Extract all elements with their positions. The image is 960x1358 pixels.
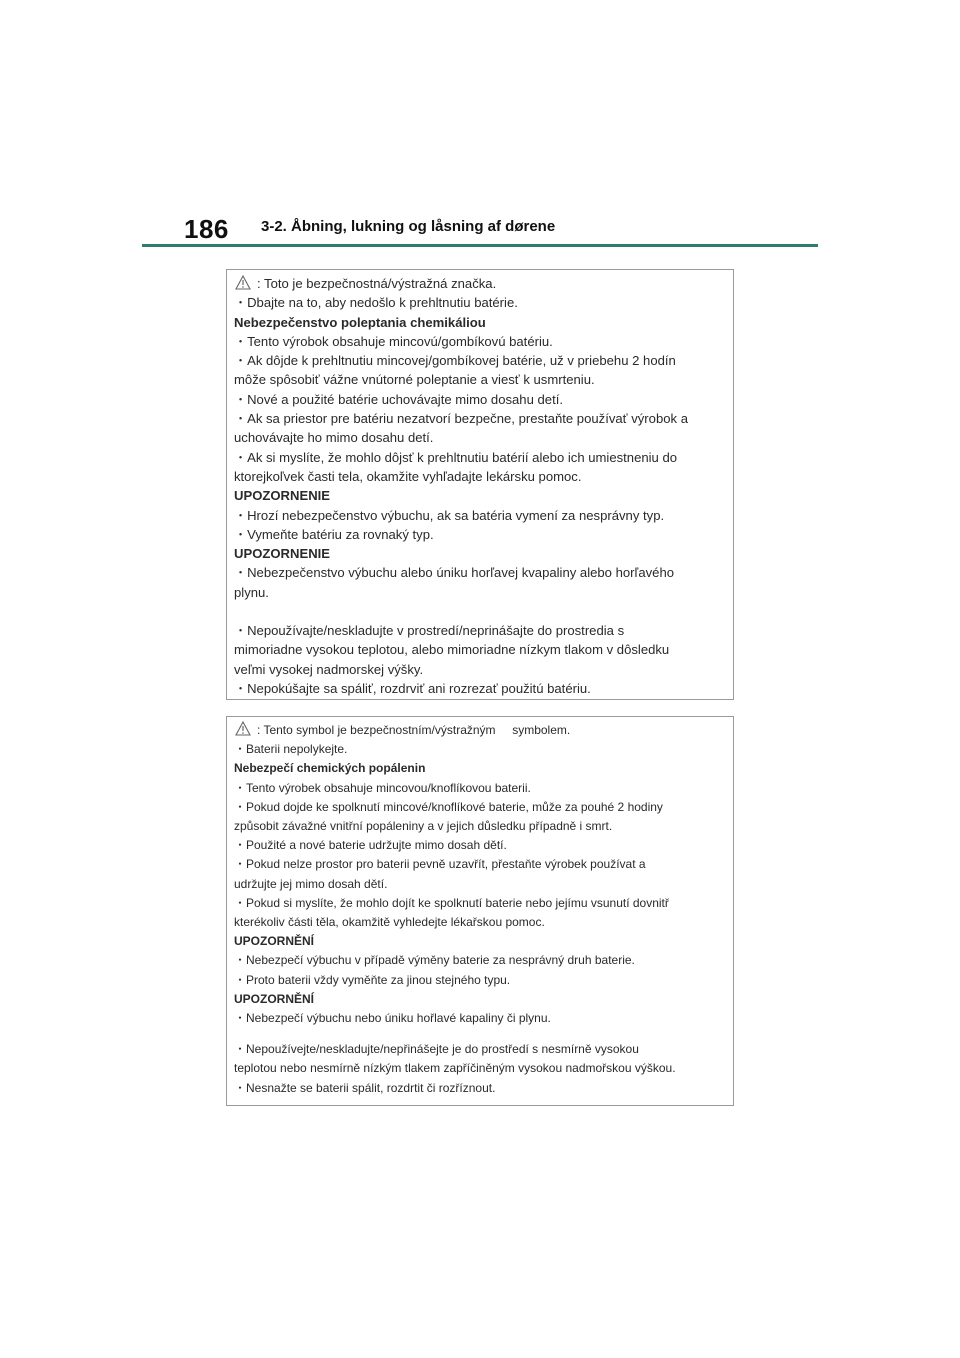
warning-intro <box>234 721 733 740</box>
text-line: udržujte jej mimo dosah dětí. <box>234 876 388 891</box>
text-line: ・Nesnažte se baterii spálit, rozdrtit či rozříznout. <box>234 1080 496 1095</box>
warning-triangle-icon <box>235 275 251 290</box>
text-line: ・Nebezpečí výbuchu nebo úniku hořlavé kapaliny či plynu. <box>234 1011 551 1026</box>
heading-line: UPOZORNENIE <box>234 546 331 562</box>
text-line: ・Pokud si myslíte, že mohlo dojít ke spolknutí baterie nebo jejímu vsunutí dovnitř <box>234 895 669 910</box>
text-line: uchovávajte ho mimo dosahu detí. <box>234 430 434 446</box>
text-line: ・Ak si myslíte, že mohlo dôjsť k prehltnutiu batérií alebo ich umiestneniu do <box>234 449 678 465</box>
text-line: ・Nepoužívejte/neskladujte/nepřinášejte je do prostředí s nesmírně vysokou <box>234 1042 639 1057</box>
heading-line: UPOZORNENIE <box>234 488 331 504</box>
page-number: 186 <box>184 214 229 244</box>
text-line: ・Použité a nové baterie udržujte mimo dosah dětí. <box>234 838 507 853</box>
spacer <box>234 1028 733 1040</box>
text-line: ・Pokud nelze prostor pro baterii pevně uzavřít, přestaňte výrobek používat a <box>234 857 646 872</box>
text-line: ・Nebezpečenstvo výbuchu alebo úniku horľavej kvapaliny alebo horľavého <box>234 565 675 581</box>
text-line: ・Dbajte na to, aby nedošlo k prehltnutiu batérie. <box>234 295 518 311</box>
text-line: ・Ak dôjde k prehltnutiu mincovej/gombíkovej batérie, už v priebehu 2 hodín <box>234 353 676 369</box>
text-line: ・Nebezpečí výbuchu v případě výměny baterie za nesprávný druh baterie. <box>234 953 635 968</box>
heading-line: UPOZORNĚNÍ <box>234 991 315 1006</box>
text-line: ・Vymeňte batériu za rovnaký typ. <box>234 526 434 542</box>
text-line: kterékoliv části těla, okamžitě vyhledejte lékařskou pomoc. <box>234 915 545 930</box>
text-line: plynu. <box>234 584 269 600</box>
text-line: ・Baterii nepolykejte. <box>234 742 348 757</box>
text-line: ・Pokud dojde ke spolknutí mincové/knoflíkové baterie, může za pouhé 2 hodiny <box>234 799 663 814</box>
text-line: ・Ak sa priestor pre batériu nezatvorí bezpečne, prestaňte používať výrobok a <box>234 411 688 427</box>
text-line: ・Tento výrobek obsahuje mincovou/knoflíkovou baterii. <box>234 780 531 795</box>
warning-intro-text: : Toto je bezpečnostná/výstražná značka. <box>257 276 497 291</box>
text-line: ・Proto baterii vždy vyměňte za jinou stejného typu. <box>234 972 511 987</box>
text-line: ・Tento výrobok obsahuje mincovú/gombíkovú batériu. <box>234 333 553 349</box>
text-line: môže spôsobiť vážne vnútorné poleptanie a viesť k usmrteniu. <box>234 372 595 388</box>
warning-box-czech <box>226 716 734 1106</box>
text-line: veľmi vysokej nadmorskej výšky. <box>234 661 424 677</box>
text-line: ・Nové a použité batérie uchovávajte mimo dosahu detí. <box>234 391 563 407</box>
text-line: ・Nepoužívajte/neskladujte v prostredí/neprinášajte do prostredia s <box>234 623 625 639</box>
text-line: teplotou nebo nesmírně nízkým tlakem zapříčiněným vysokou nadmořskou výškou. <box>234 1061 676 1076</box>
heading-line: Nebezpečí chemických popálenin <box>234 761 426 776</box>
warning-box-slovak <box>226 269 734 700</box>
text-line: ・Nepokúšajte sa spáliť, rozdrviť ani rozrezať použitú batériu. <box>234 680 591 696</box>
section-title: 3-2. Åbning, lukning og låsning af dørene <box>261 218 556 235</box>
text-line: ・Hrozí nebezpečenstvo výbuchu, ak sa batéria vymení za nesprávny typ. <box>234 507 665 523</box>
warning-triangle-icon <box>235 721 251 736</box>
heading-line: Nebezpečenstvo poleptania chemikáliou <box>234 314 486 330</box>
warning-intro-text: : Tento symbol je bezpečnostním/výstražným symbolem. <box>257 723 571 737</box>
text-line: ktorejkoľvek časti tela, okamžite vyhľadajte lekársku pomoc. <box>234 468 582 484</box>
spacer <box>234 602 733 621</box>
header-rule <box>142 244 818 247</box>
text-line: způsobit závažné vnitřní popáleniny a v jejich důsledku případně i smrt. <box>234 819 613 834</box>
text-line: mimoriadne vysokou teplotou, alebo mimoriadne nízkym tlakom v dôsledku <box>234 642 670 658</box>
heading-line: UPOZORNĚNÍ <box>234 934 315 949</box>
warning-intro <box>234 274 733 293</box>
